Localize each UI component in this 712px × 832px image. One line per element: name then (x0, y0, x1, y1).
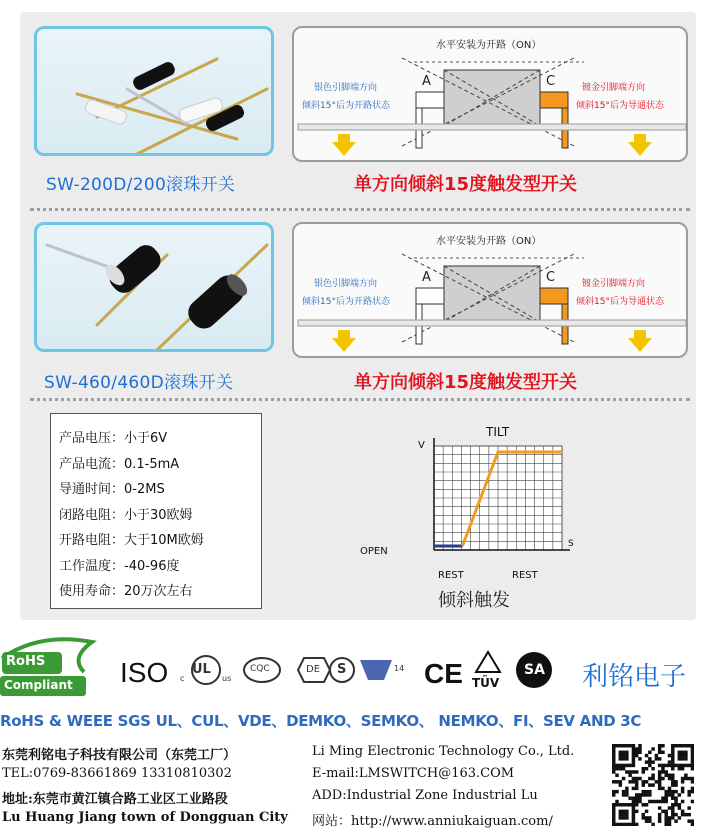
product-photo-sw460 (34, 222, 274, 352)
certification-logos (0, 628, 712, 702)
divider (30, 208, 690, 211)
address-cn: 地址:东莞市黄江镇合路工业区工业路段 (2, 792, 228, 807)
certification-list: RoHS & WEEE SGS UL、CUL、VDE、DEMKO、SEMKO、 NEMKO、FI、SEV AND 3C (0, 712, 642, 730)
pin-label-c: C (546, 270, 556, 285)
rest-label-left: REST (438, 570, 464, 581)
cqc-logo: CQC (250, 664, 270, 674)
iso-logo: ISO (120, 657, 169, 688)
left-note: 倾斜15°后为开路状态 (302, 101, 390, 111)
x-axis-label: S (568, 539, 574, 549)
chart-title: TILT (486, 425, 510, 439)
pin-label-a: A (422, 74, 431, 89)
address-en-line1: ADD:Industrial Zone Industrial Lu (312, 788, 538, 803)
tilt-diagram (292, 222, 688, 358)
spec-row: 开路电阻：大于10M欧姆 (59, 533, 204, 548)
right-note: 镀金引脚端方向 (582, 83, 646, 93)
right-note: 倾斜15°后为导通状态 (576, 101, 664, 111)
rohs-logo: RoHS (6, 654, 46, 669)
left-note: 银色引脚端方向 (314, 279, 378, 289)
spec-row: 使用寿命：20万次左右 (59, 584, 193, 599)
spec-row: 闭路电阻：小于30欧姆 (59, 507, 193, 523)
right-note: 倾斜15°后为导通状态 (576, 297, 664, 307)
email: E-mail:LMSWITCH@163.COM (312, 766, 515, 781)
diagram-top-label: 水平安装为开路（ON） (436, 40, 542, 51)
semko-logo: S (337, 662, 347, 677)
diagram-top-label: 水平安装为开路（ON） (436, 236, 542, 247)
qr-code (612, 744, 694, 826)
pin-label-a: A (422, 270, 431, 285)
tilt-diagram (292, 26, 688, 162)
divider (30, 398, 690, 401)
ce-logo: CE (424, 658, 463, 689)
telephone: TEL:0769-83661869 13310810302 (2, 766, 232, 781)
open-label: OPEN (360, 546, 388, 557)
company-name-cn: 东莞利铭电子科技有限公司（东莞工厂） (2, 748, 237, 763)
ul-logo: UL (192, 662, 211, 677)
left-note: 倾斜15°后为开路状态 (302, 297, 390, 307)
company-name-en: Li Ming Electronic Technology Co., Ltd. (312, 744, 575, 759)
website[interactable]: 网站：http://www.anniukaiguan.com/ (312, 814, 553, 829)
switch-type: 单方向倾斜15度触发型开关 (354, 174, 578, 195)
csa-logo: SA (524, 662, 545, 678)
address-en-line2: Lu Huang Jiang town of Dongguan City (2, 810, 288, 825)
tilt-chart (358, 410, 590, 610)
ul-us-mark: us (222, 674, 232, 683)
spec-row: 产品电压：小于6V (59, 431, 168, 446)
product-model: SW-460/460D滚珠开关 (44, 373, 234, 393)
tilt-chart-svg (358, 410, 590, 610)
tuv-logo: TÜV (472, 676, 500, 690)
product-photo-sw200 (34, 26, 274, 156)
brand-name: 利铭电子 (582, 662, 687, 692)
right-note: 镀金引脚端方向 (582, 279, 646, 289)
vde-logo: DE (306, 664, 321, 675)
product-model: SW-200D/200滚珠开关 (46, 175, 236, 195)
pin-label-c: C (546, 74, 556, 89)
demko-logo: 14 (394, 664, 405, 673)
spec-row: 导通时间：0-2MS (59, 482, 165, 497)
spec-table (50, 413, 262, 609)
left-note: 银色引脚端方向 (314, 83, 378, 93)
switch-type: 单方向倾斜15度触发型开关 (354, 372, 578, 393)
ul-c-mark: c (180, 674, 185, 683)
rest-label-right: REST (512, 570, 538, 581)
y-axis-label: V (418, 440, 425, 451)
spec-row: 产品电流：0.1-5mA (59, 456, 180, 472)
spec-row: 工作温度：-40-96度 (59, 558, 180, 574)
rohs-compliant: Compliant (4, 678, 73, 692)
chart-caption: 倾斜触发 (438, 590, 510, 611)
